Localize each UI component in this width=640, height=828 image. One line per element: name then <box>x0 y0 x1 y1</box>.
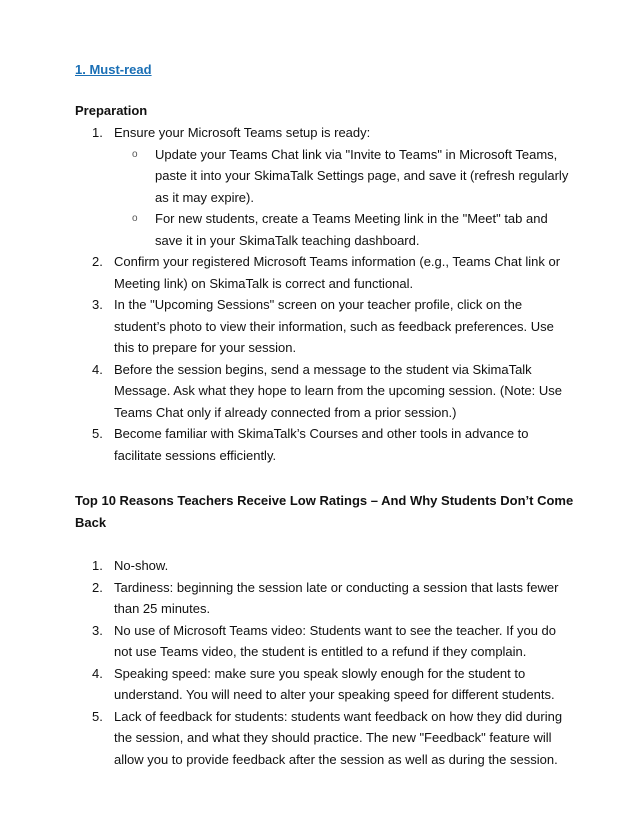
list-number: 5. <box>92 708 103 724</box>
section-link-must-read[interactable]: 1. Must-read <box>75 62 152 77</box>
list-item <box>75 122 575 251</box>
list-item-text: Become familiar with SkimaTalk’s Courses and other tools in advance to facilitate sessions efficiently. <box>114 426 529 463</box>
list-item <box>75 663 575 706</box>
list-item <box>75 359 575 424</box>
list-number: 3. <box>92 622 103 638</box>
preparation-list <box>75 122 575 466</box>
sub-list-item-text: For new students, create a Teams Meeting link in the "Meet" tab and save it in your SkimaTalk teaching dashboard. <box>155 211 548 248</box>
sub-list-item <box>75 144 575 209</box>
list-number: 4. <box>92 361 103 377</box>
list-item <box>75 620 575 663</box>
list-number: 2. <box>92 254 103 269</box>
list-item <box>75 577 575 620</box>
list-item-text: Speaking speed: make sure you speak slowly enough for the student to understand. You will need to alter your speaking speed for different students. <box>114 665 555 702</box>
list-item <box>75 706 575 771</box>
sub-list-item-text: Update your Teams Chat link via "Invite to Teams" in Microsoft Teams, paste it into your SkimaTalk Settings page, and save it (refresh regularly as it may expire). <box>155 146 569 205</box>
list-item-text: Tardiness: beginning the session late or conducting a session that lasts fewer than 25 minutes. <box>114 579 559 616</box>
list-item-text: No use of Microsoft Teams video: Students want to see the teacher. If you do not use Teams video, the student is entitled to a refund if they complain. <box>114 622 557 659</box>
list-item-text: Before the session begins, send a message to the student via SkimaTalk Message. Ask what they hope to learn from the upcoming session. (Note: Use Teams Chat only if already connected from a prior session.) <box>114 361 563 420</box>
list-item <box>75 294 575 359</box>
list-item <box>75 251 575 294</box>
list-item-text: Confirm your registered Microsoft Teams information (e.g., Teams Chat link or Meeting link) on SkimaTalk is correct and functional. <box>114 254 561 291</box>
list-number: 1. <box>92 125 103 140</box>
hollow-circle-bullet-icon: o <box>132 148 138 160</box>
hollow-circle-bullet-icon: o <box>132 213 138 224</box>
list-item-text: No-show. <box>114 558 169 573</box>
list-item-text: In the "Upcoming Sessions" screen on your teacher profile, click on the student’s photo to view their information, such as feedback preferences. Use this to prepare for your session. <box>114 297 554 355</box>
list-number: 5. <box>92 426 103 441</box>
top-reasons-list <box>75 555 575 770</box>
sub-list <box>114 144 575 252</box>
list-number: 2. <box>92 579 103 595</box>
list-number: 1. <box>92 558 103 573</box>
list-number: 3. <box>92 297 103 312</box>
list-item-text: Ensure your Microsoft Teams setup is ready: <box>114 125 371 140</box>
preparation-heading: Preparation <box>75 103 148 118</box>
list-item <box>75 555 575 577</box>
list-number: 4. <box>92 665 103 681</box>
list-item <box>75 423 575 466</box>
top-reasons-heading: Top 10 Reasons Teachers Receive Low Ratings – And Why Students Don’t Come Back <box>75 493 574 530</box>
sub-list-item <box>75 208 575 251</box>
list-item-text: Lack of feedback for students: students want feedback on how they did during the session, and what they should practice. The new "Feedback" feature will allow you to provide feedback after the session as well as during the session. <box>114 708 563 767</box>
